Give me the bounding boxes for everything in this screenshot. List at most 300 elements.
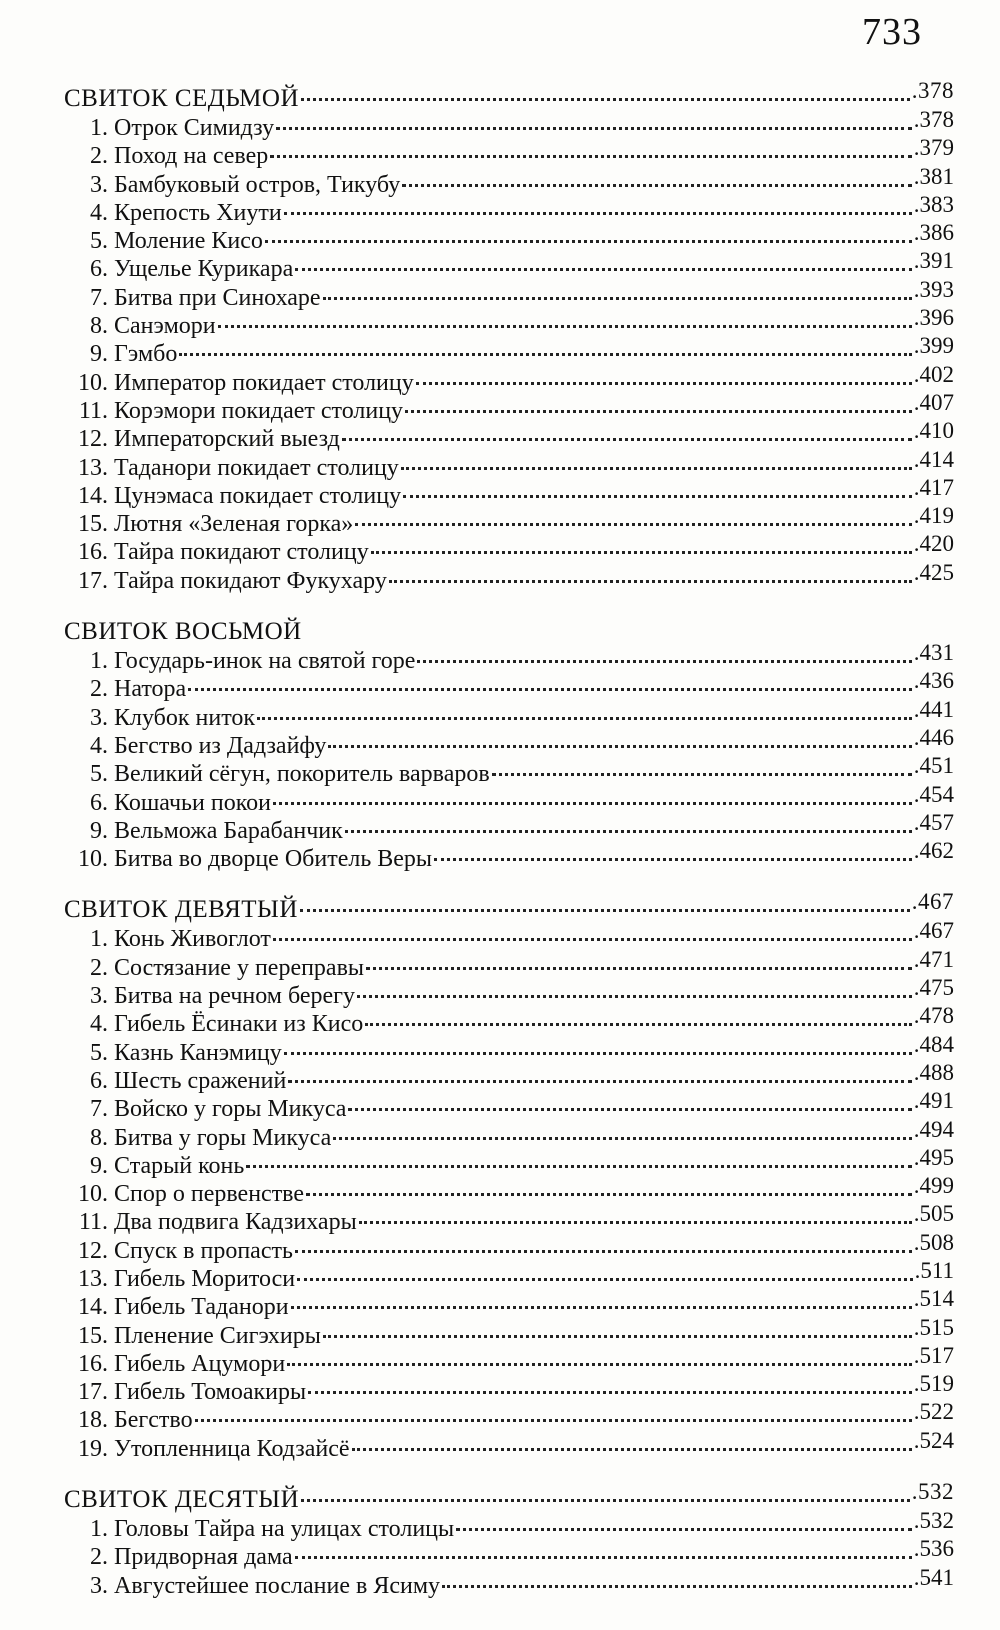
entry-title: Бегство из Дадзайфу bbox=[114, 732, 327, 759]
entry-title-wrap bbox=[74, 1208, 357, 1236]
toc-entry bbox=[64, 1088, 954, 1123]
entry-number: 9. bbox=[90, 341, 108, 368]
entry-page-number: .393 bbox=[913, 276, 954, 302]
entry-page-number: .441 bbox=[913, 696, 954, 722]
entry-title-wrap bbox=[74, 760, 490, 788]
entry-number: 6. bbox=[90, 256, 108, 283]
toc-entry bbox=[64, 1427, 954, 1463]
dot-leader bbox=[301, 1499, 910, 1502]
entry-title-wrap bbox=[74, 482, 401, 510]
toc-entry bbox=[64, 1116, 954, 1152]
entry-page-number: .495 bbox=[913, 1144, 954, 1170]
dot-leader bbox=[287, 1363, 912, 1366]
toc-entry bbox=[64, 1314, 954, 1350]
section-title: СВИТОК ВОСЬМОЙ bbox=[64, 618, 302, 646]
dot-leader bbox=[352, 1448, 912, 1451]
entry-title-wrap bbox=[74, 1095, 346, 1123]
toc-entry bbox=[64, 918, 954, 953]
entry-page-number: .478 bbox=[913, 1003, 954, 1029]
entry-title: Тайра покидают Фукухару bbox=[114, 567, 387, 594]
entry-page-number: .386 bbox=[913, 220, 954, 246]
toc-section bbox=[64, 617, 954, 873]
entry-title-wrap bbox=[74, 397, 403, 425]
dot-leader bbox=[301, 98, 910, 101]
entry-number: 7. bbox=[90, 1096, 108, 1123]
toc-entry bbox=[64, 1031, 954, 1067]
toc-entry bbox=[64, 503, 954, 538]
toc-entry bbox=[64, 668, 954, 703]
dot-leader bbox=[195, 1419, 912, 1422]
entry-title: Крепость Хиути bbox=[114, 199, 282, 226]
entry-title: Корэмори покидает столицу bbox=[114, 397, 404, 424]
entry-number: 3. bbox=[90, 1572, 108, 1599]
dot-leader bbox=[273, 802, 912, 805]
entry-title: Кошачьи покои bbox=[114, 789, 271, 816]
entry-title: Натора bbox=[114, 676, 187, 703]
dot-leader bbox=[323, 297, 912, 300]
dot-leader bbox=[328, 745, 911, 748]
entry-title: Таданори покидает столицу bbox=[114, 454, 399, 481]
entry-number: 15. bbox=[78, 1322, 108, 1349]
toc-entry bbox=[64, 1564, 954, 1600]
dot-leader bbox=[295, 1250, 912, 1253]
entry-title: Гибель Таданори bbox=[114, 1294, 289, 1321]
dot-leader bbox=[345, 830, 912, 833]
entry-page-number: .522 bbox=[913, 1399, 954, 1425]
entry-title-wrap bbox=[74, 312, 216, 340]
entry-title: Ущелье Курикара bbox=[114, 256, 294, 283]
entry-title: Тайра покидают столицу bbox=[114, 539, 369, 566]
entry-number: 14. bbox=[78, 1294, 108, 1321]
entry-title: Утопленница Кодзайсё bbox=[114, 1435, 350, 1462]
entry-page-number: .417 bbox=[913, 474, 954, 500]
entry-page-number: .494 bbox=[913, 1116, 954, 1142]
entry-title-wrap bbox=[74, 1237, 293, 1265]
section-title: СВИТОК ДЕВЯТЫЙ bbox=[64, 896, 298, 924]
entry-title-wrap bbox=[74, 142, 268, 170]
toc-entry bbox=[64, 1286, 954, 1321]
entry-title: Состязание у переправы bbox=[114, 954, 365, 981]
toc-entry bbox=[64, 531, 954, 566]
entry-number: 8. bbox=[90, 313, 108, 340]
entry-title-wrap bbox=[74, 675, 186, 703]
section-page-number: .378 bbox=[911, 78, 954, 103]
dot-leader bbox=[348, 1108, 911, 1111]
dot-leader bbox=[417, 660, 911, 663]
toc-entry bbox=[64, 696, 954, 732]
entry-number: 2. bbox=[90, 954, 108, 981]
entry-title-wrap bbox=[74, 114, 274, 142]
toc-entry bbox=[64, 1173, 954, 1208]
toc-section bbox=[64, 889, 954, 1463]
toc-entry bbox=[64, 753, 954, 788]
entry-title: Битва на речном берегу bbox=[114, 983, 356, 1010]
dot-leader bbox=[297, 1278, 912, 1281]
entry-title: Гибель Томоакиры bbox=[114, 1379, 307, 1406]
entry-title: Придворная дама bbox=[114, 1544, 293, 1571]
entry-number: 6. bbox=[90, 1067, 108, 1094]
entry-page-number: .515 bbox=[913, 1314, 954, 1340]
entry-title-wrap bbox=[74, 817, 343, 845]
entry-title-wrap bbox=[74, 1572, 440, 1600]
entry-page-number: .431 bbox=[913, 640, 954, 666]
entry-page-number: .414 bbox=[913, 446, 954, 472]
entry-title: Вельможа Барабанчик bbox=[114, 817, 343, 844]
entry-title: Старый конь bbox=[114, 1152, 245, 1179]
dot-leader bbox=[403, 495, 912, 498]
toc-entry bbox=[64, 191, 954, 227]
entry-page-number: .475 bbox=[913, 975, 954, 1001]
entry-title-wrap bbox=[74, 1543, 293, 1571]
entry-title: Пленение Сигэхиры bbox=[114, 1322, 321, 1349]
entry-title-wrap bbox=[74, 340, 177, 368]
dot-leader bbox=[288, 1080, 911, 1083]
entry-number: 2. bbox=[90, 1544, 108, 1571]
entry-page-number: .420 bbox=[913, 531, 954, 557]
dot-leader bbox=[434, 858, 912, 861]
entry-page-number: .532 bbox=[913, 1508, 954, 1534]
entry-number: 16. bbox=[78, 539, 108, 566]
entry-number: 4. bbox=[90, 199, 108, 226]
dot-leader bbox=[246, 1165, 911, 1168]
toc-entry bbox=[64, 1144, 954, 1180]
toc-entry bbox=[64, 135, 954, 170]
entry-number: 1. bbox=[90, 115, 108, 141]
dot-leader bbox=[342, 438, 912, 441]
entry-number: 12. bbox=[78, 1237, 108, 1264]
dot-leader bbox=[405, 410, 912, 413]
entry-number: 14. bbox=[78, 482, 108, 509]
entry-page-number: .491 bbox=[913, 1088, 954, 1114]
dot-leader bbox=[284, 212, 912, 215]
entry-number: 1. bbox=[90, 926, 108, 953]
entry-title-wrap bbox=[74, 369, 414, 397]
entry-title-wrap bbox=[74, 1039, 282, 1067]
dot-leader bbox=[295, 1556, 912, 1559]
entry-page-number: .425 bbox=[913, 559, 954, 585]
dot-leader bbox=[365, 1023, 911, 1026]
toc-entry bbox=[64, 946, 954, 982]
entry-page-number: .488 bbox=[913, 1059, 954, 1085]
entry-title: Бамбуковый остров, Тикубу bbox=[114, 171, 401, 198]
entry-page-number: .514 bbox=[913, 1286, 954, 1312]
entry-title-wrap bbox=[74, 538, 369, 566]
entry-number: 3. bbox=[90, 171, 108, 198]
dot-leader bbox=[492, 773, 912, 776]
entry-title-wrap bbox=[74, 845, 432, 873]
entry-title-wrap bbox=[74, 647, 415, 675]
entry-page-number: .451 bbox=[913, 753, 954, 779]
entry-number: 8. bbox=[90, 1124, 108, 1151]
dot-leader bbox=[355, 523, 911, 526]
entry-number: 1. bbox=[90, 648, 108, 675]
entry-title-wrap bbox=[74, 704, 255, 732]
toc-entry bbox=[64, 975, 954, 1010]
entry-page-number: .399 bbox=[913, 333, 954, 359]
entry-number: 17. bbox=[78, 567, 108, 594]
section-heading bbox=[64, 1479, 954, 1515]
entry-title: Спор о первенстве bbox=[114, 1181, 305, 1208]
entry-title: Император покидает столицу bbox=[114, 369, 414, 396]
dot-leader bbox=[456, 1528, 912, 1531]
toc-entry bbox=[64, 640, 954, 675]
toc-entry bbox=[64, 220, 954, 255]
dot-leader bbox=[273, 938, 912, 941]
entry-number: 4. bbox=[90, 1011, 108, 1038]
entry-title: Конь Живоглот bbox=[114, 926, 271, 953]
entry-number: 11. bbox=[78, 397, 108, 424]
entry-title-wrap bbox=[74, 510, 353, 538]
entry-page-number: .484 bbox=[913, 1031, 954, 1057]
entry-title: Поход на север bbox=[114, 143, 269, 170]
table-of-contents bbox=[64, 78, 954, 1622]
entry-number: 10. bbox=[78, 369, 108, 396]
entry-title-wrap bbox=[74, 1406, 193, 1434]
entry-number: 11. bbox=[78, 1209, 108, 1236]
toc-entry bbox=[64, 389, 954, 425]
toc-entry bbox=[64, 1536, 954, 1571]
entry-title-wrap bbox=[74, 1350, 285, 1378]
dot-leader bbox=[442, 1585, 912, 1588]
entry-title: Битва во дворце Обитель Веры bbox=[114, 846, 433, 873]
entry-title-wrap bbox=[74, 1180, 304, 1208]
entry-number: 13. bbox=[78, 454, 108, 481]
entry-title: Шесть сражений bbox=[114, 1067, 287, 1094]
toc-entry bbox=[64, 1371, 954, 1406]
entry-number: 10. bbox=[78, 846, 108, 873]
entry-page-number: .378 bbox=[913, 107, 954, 132]
entry-title: Гибель Моритоси bbox=[114, 1265, 296, 1292]
entry-title-wrap bbox=[74, 255, 293, 283]
entry-number: 17. bbox=[78, 1379, 108, 1406]
entry-title-wrap bbox=[74, 1067, 286, 1095]
entry-title: Головы Тайра на улицах столицы bbox=[114, 1516, 455, 1543]
toc-entry bbox=[64, 838, 954, 873]
dot-leader bbox=[359, 1221, 912, 1224]
entry-number: 5. bbox=[90, 228, 108, 255]
entry-number: 4. bbox=[90, 732, 108, 759]
entry-number: 3. bbox=[90, 704, 108, 731]
entry-page-number: .471 bbox=[913, 946, 954, 972]
entry-title-wrap bbox=[74, 567, 387, 595]
entry-number: 2. bbox=[90, 676, 108, 703]
entry-number: 9. bbox=[90, 1152, 108, 1179]
dot-leader bbox=[402, 184, 912, 187]
entry-page-number: .511 bbox=[914, 1257, 954, 1283]
toc-entry bbox=[64, 724, 954, 760]
entry-title-wrap bbox=[74, 1010, 363, 1038]
toc-section bbox=[64, 1479, 954, 1600]
entry-number: 5. bbox=[90, 1039, 108, 1066]
toc-entry bbox=[64, 781, 954, 817]
entry-title: Моление Кисо bbox=[114, 228, 263, 255]
entry-title: Гибель Ёсинаки из Кисо bbox=[114, 1011, 364, 1038]
dot-leader bbox=[270, 155, 911, 158]
entry-title-wrap bbox=[74, 954, 364, 982]
toc-entry bbox=[64, 418, 954, 453]
section-page-number: .532 bbox=[911, 1479, 954, 1505]
toc-entry bbox=[64, 1059, 954, 1095]
entry-number: 1. bbox=[90, 1516, 108, 1543]
entry-title: Гибель Ацумори bbox=[114, 1350, 286, 1377]
entry-title-wrap bbox=[74, 171, 400, 199]
page-number: 733 bbox=[862, 11, 922, 53]
entry-number: 15. bbox=[78, 511, 108, 538]
entry-title-wrap bbox=[74, 925, 271, 953]
entry-title-wrap bbox=[74, 1322, 321, 1350]
entry-number: 9. bbox=[90, 817, 108, 844]
entry-title-wrap bbox=[74, 789, 271, 817]
entry-page-number: .381 bbox=[913, 163, 954, 189]
dot-leader bbox=[188, 688, 912, 691]
entry-title-wrap bbox=[74, 1435, 350, 1463]
toc-entry bbox=[64, 276, 954, 312]
entry-number: 19. bbox=[78, 1435, 108, 1462]
entry-title: Августейшее послание в Ясиму bbox=[114, 1572, 441, 1599]
toc-entry bbox=[64, 1003, 954, 1038]
section-page-number: .467 bbox=[911, 889, 954, 915]
entry-title: Государь-инок на святой горе bbox=[114, 648, 416, 675]
dot-leader bbox=[179, 353, 911, 356]
entry-title-wrap bbox=[74, 425, 340, 453]
toc-entry bbox=[64, 305, 954, 340]
entry-page-number: .505 bbox=[913, 1201, 954, 1227]
dot-leader bbox=[357, 995, 912, 998]
dot-leader bbox=[291, 1306, 912, 1309]
entry-page-number: .508 bbox=[913, 1229, 954, 1255]
entry-page-number: .419 bbox=[913, 503, 954, 529]
entry-title: Гэмбо bbox=[114, 341, 178, 368]
entry-page-number: .524 bbox=[913, 1427, 954, 1453]
entry-title: Цунэмаса покидает столицу bbox=[114, 482, 402, 509]
entry-title: Битва при Синохаре bbox=[114, 284, 321, 311]
dot-leader bbox=[300, 909, 910, 912]
entry-title: Бегство bbox=[114, 1407, 193, 1434]
entry-title-wrap bbox=[74, 1152, 244, 1180]
entry-number: 2. bbox=[90, 143, 108, 170]
dot-leader bbox=[257, 717, 912, 720]
toc-entry bbox=[64, 559, 954, 595]
entry-page-number: .402 bbox=[913, 361, 954, 387]
toc-entry bbox=[64, 1257, 954, 1293]
entry-page-number: .454 bbox=[913, 781, 954, 807]
entry-number: 12. bbox=[78, 426, 108, 453]
entry-page-number: .541 bbox=[913, 1564, 954, 1590]
toc-section bbox=[64, 78, 954, 595]
dot-leader bbox=[366, 967, 912, 970]
entry-title: Отрок Симидзу bbox=[114, 115, 275, 141]
entry-title: Два подвига Кадзихары bbox=[114, 1209, 357, 1236]
entry-title: Войско у горы Микуса bbox=[114, 1096, 347, 1123]
toc-entry bbox=[64, 163, 954, 199]
dot-leader bbox=[284, 1052, 912, 1055]
entry-page-number: .383 bbox=[913, 191, 954, 217]
toc-entry bbox=[64, 809, 954, 845]
toc-entry bbox=[64, 248, 954, 283]
entry-title: Казнь Канэмицу bbox=[114, 1039, 282, 1066]
toc-entry bbox=[64, 1399, 954, 1434]
entry-page-number: .396 bbox=[913, 305, 954, 331]
dot-leader bbox=[265, 240, 912, 243]
toc-entry bbox=[64, 333, 954, 368]
entry-title-wrap bbox=[74, 454, 399, 482]
toc-entry bbox=[64, 474, 954, 510]
dot-leader bbox=[306, 1193, 912, 1196]
entry-number: 6. bbox=[90, 789, 108, 816]
dot-leader bbox=[308, 1391, 912, 1394]
entry-number: 7. bbox=[90, 284, 108, 311]
dot-leader bbox=[295, 268, 912, 271]
entry-title: Лютня «Зеленая горка» bbox=[114, 511, 354, 538]
entry-page-number: .462 bbox=[913, 838, 954, 864]
toc-entry bbox=[64, 1201, 954, 1236]
entry-number: 16. bbox=[78, 1350, 108, 1377]
toc-entry bbox=[64, 1508, 954, 1543]
entry-title-wrap bbox=[74, 1124, 331, 1152]
entry-title: Спуск в пропасть bbox=[114, 1237, 293, 1264]
entry-page-number: .467 bbox=[913, 918, 954, 944]
entry-page-number: .391 bbox=[913, 248, 954, 274]
dot-leader bbox=[416, 382, 912, 385]
entry-title: Клубок ниток bbox=[114, 704, 256, 731]
entry-number: 18. bbox=[78, 1407, 108, 1434]
entry-title-wrap bbox=[74, 199, 282, 227]
dot-leader bbox=[323, 1335, 912, 1338]
section-heading bbox=[64, 889, 954, 925]
entry-page-number: .499 bbox=[913, 1173, 954, 1199]
dot-leader bbox=[276, 127, 912, 130]
section-title: СВИТОК ДЕСЯТЫЙ bbox=[64, 1486, 300, 1514]
entry-page-number: .379 bbox=[913, 135, 954, 161]
entry-number: 13. bbox=[78, 1265, 108, 1292]
dot-leader bbox=[333, 1137, 911, 1140]
toc-entry bbox=[64, 361, 954, 397]
section-heading bbox=[64, 617, 954, 647]
entry-page-number: .536 bbox=[913, 1536, 954, 1562]
entry-title-wrap bbox=[74, 284, 321, 312]
toc-entry bbox=[64, 446, 954, 482]
entry-title-wrap bbox=[74, 1378, 306, 1406]
entry-title-wrap bbox=[74, 732, 326, 760]
entry-page-number: .410 bbox=[913, 418, 954, 444]
entry-title: Санэмори bbox=[114, 313, 216, 340]
entry-title-wrap bbox=[74, 1265, 295, 1293]
entry-page-number: .457 bbox=[913, 809, 954, 835]
entry-number: 3. bbox=[90, 983, 108, 1010]
entry-title-wrap bbox=[74, 982, 355, 1010]
dot-leader bbox=[371, 551, 912, 554]
section-heading bbox=[64, 78, 954, 114]
toc-entry bbox=[64, 107, 954, 142]
entry-page-number: .407 bbox=[913, 389, 954, 415]
toc-entry bbox=[64, 1229, 954, 1265]
entry-page-number: .517 bbox=[913, 1342, 954, 1368]
entry-page-number: .436 bbox=[913, 668, 954, 694]
entry-title: Великий сёгун, покоритель варваров bbox=[114, 761, 490, 788]
entry-title: Императорский выезд bbox=[114, 426, 340, 453]
entry-title-wrap bbox=[74, 1293, 289, 1321]
dot-leader bbox=[389, 580, 912, 583]
entry-page-number: .446 bbox=[913, 724, 954, 750]
dot-leader bbox=[401, 467, 912, 470]
entry-number: 5. bbox=[90, 761, 108, 788]
entry-title-wrap bbox=[74, 227, 263, 255]
dot-leader bbox=[218, 325, 912, 328]
entry-title: Битва у горы Микуса bbox=[114, 1124, 332, 1151]
entry-title-wrap bbox=[74, 1515, 454, 1543]
section-title: СВИТОК СЕДЬМОЙ bbox=[64, 85, 300, 112]
entry-page-number: .519 bbox=[913, 1371, 954, 1397]
